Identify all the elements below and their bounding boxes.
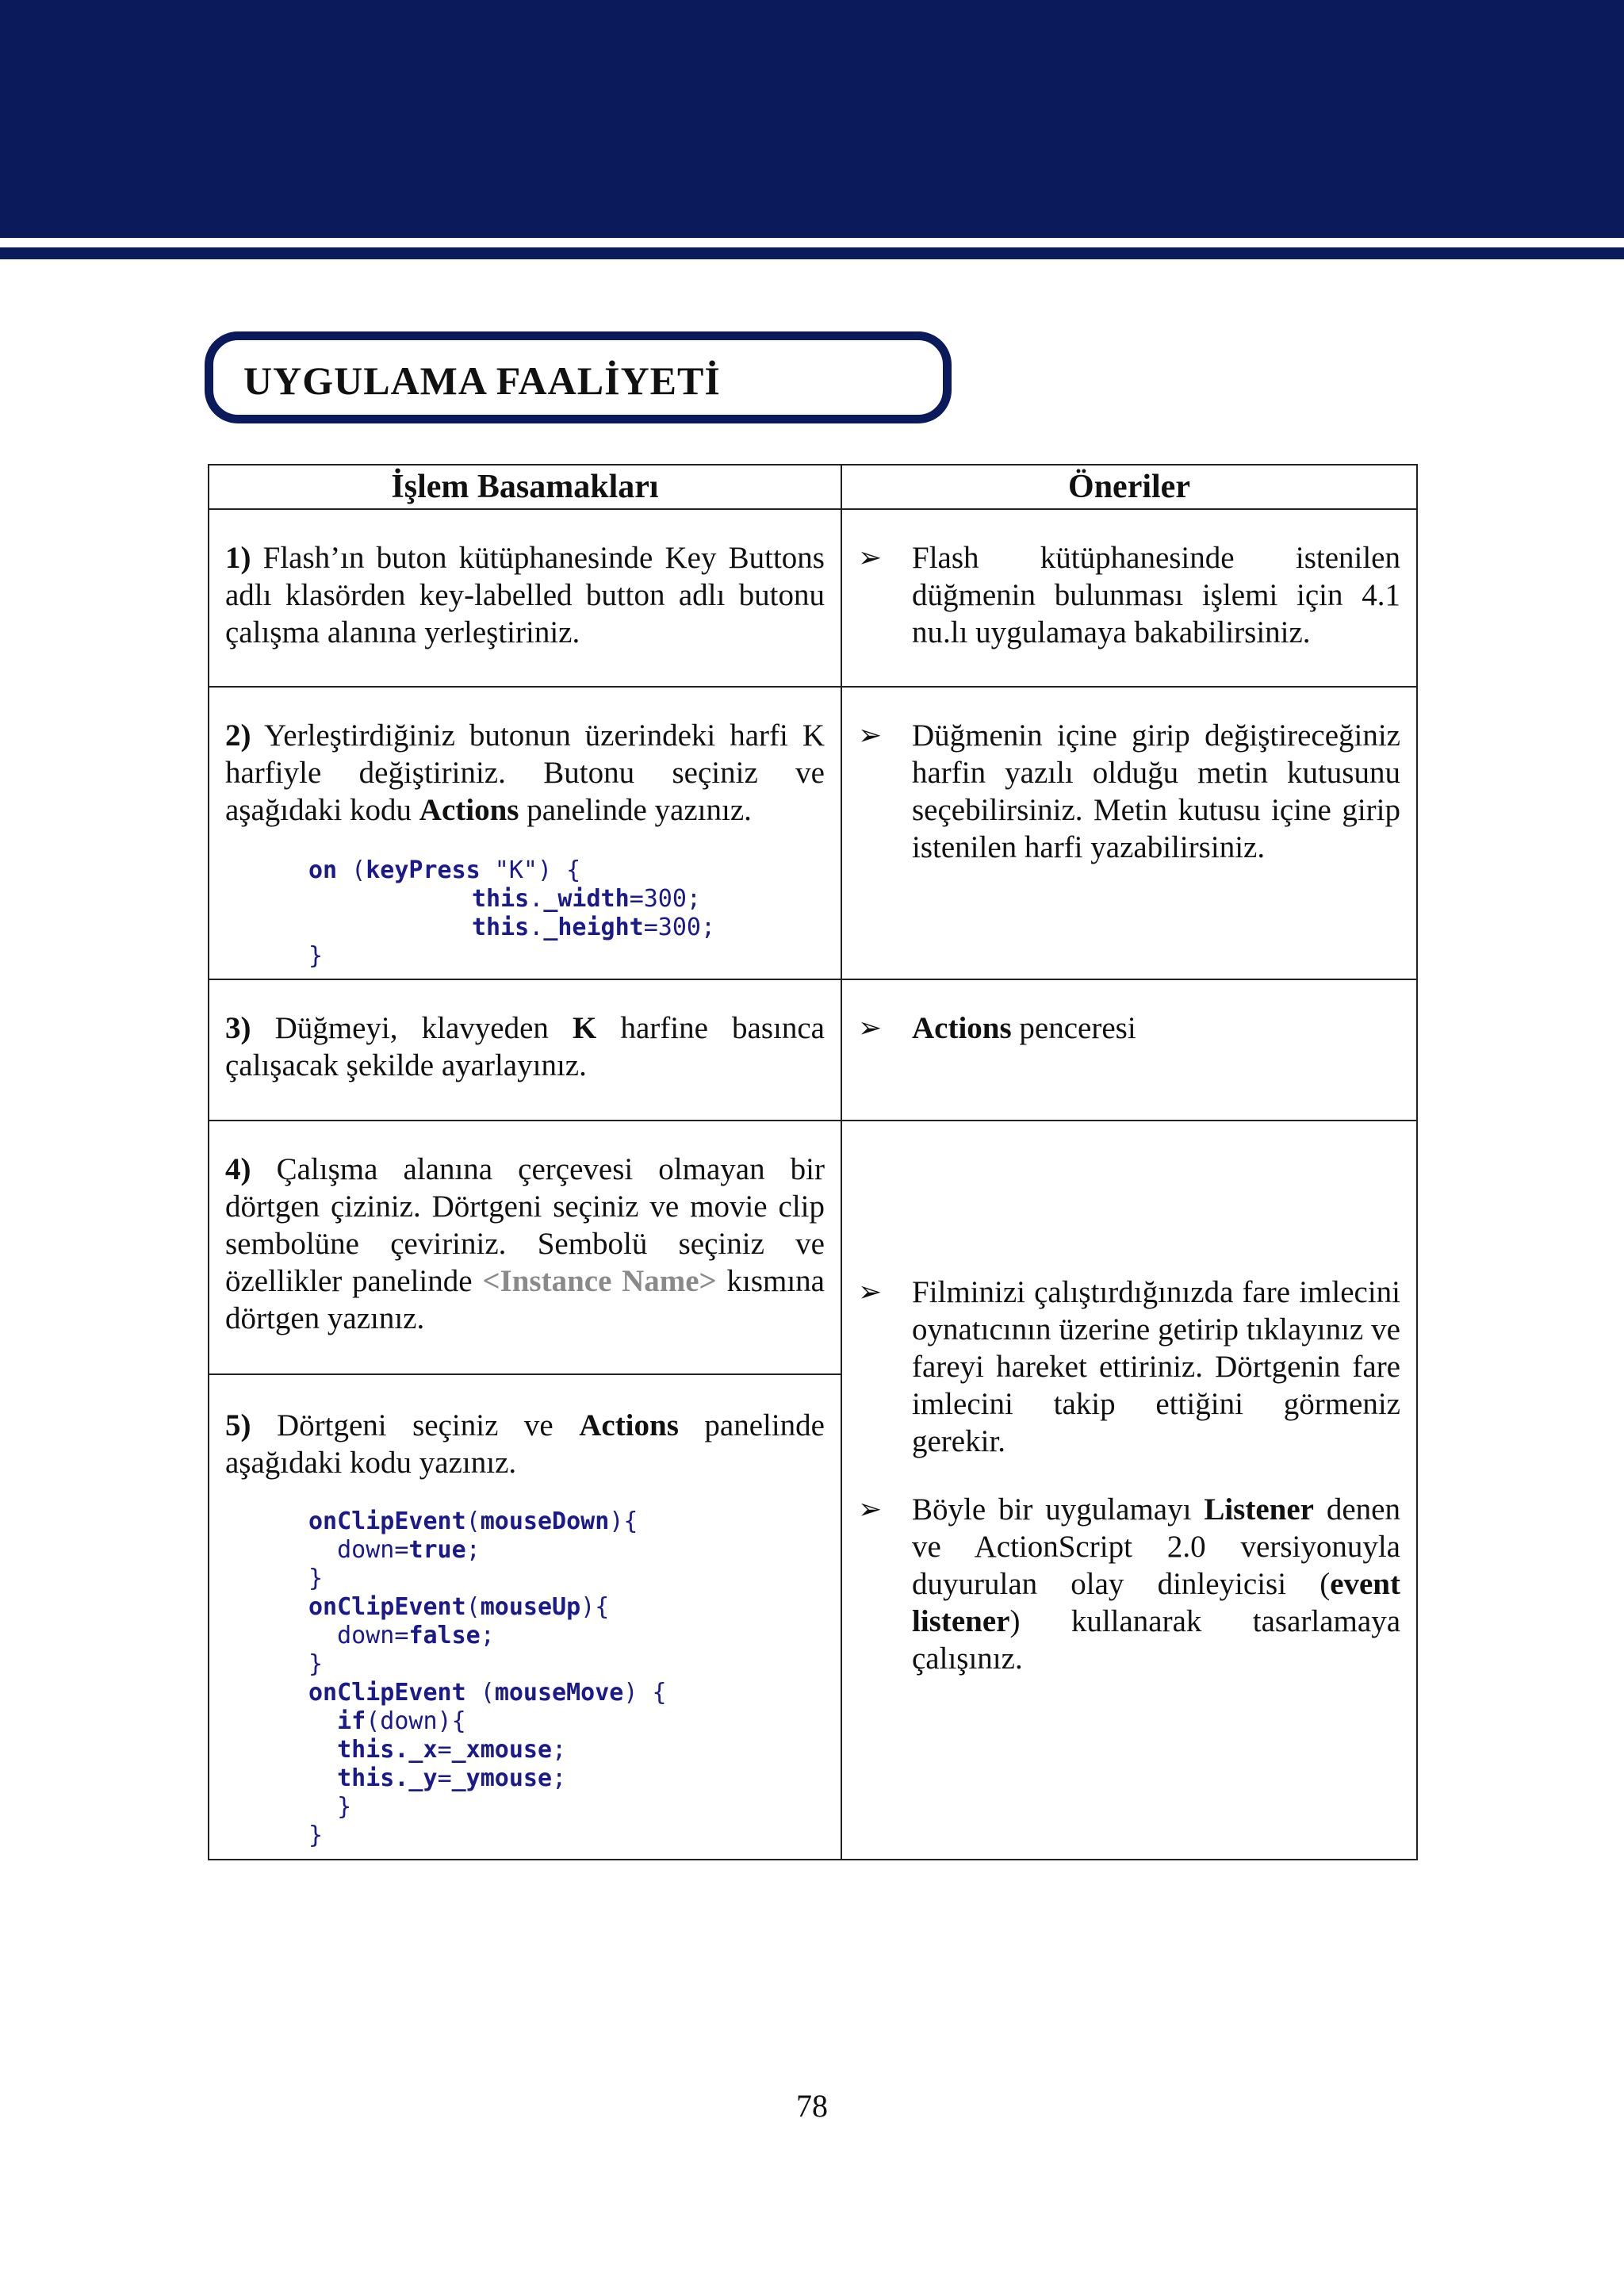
code-line: } [308,1793,352,1821]
table-row [209,509,1417,687]
tip-cell-2 [841,687,1417,979]
code-line: onClipEvent (mouseMove) { [308,1679,667,1707]
tip-2 [842,688,1416,866]
step-text: panelinde aşağıdaki kodu yazınız. [225,1408,825,1480]
step-5 [209,1375,841,1481]
code-line: this._x=_xmouse; [337,1736,567,1764]
table-row [209,1121,1417,1374]
step-cell-4 [209,1121,841,1374]
step-bold: Actions [579,1408,679,1442]
tip-cell-4 [841,1121,1417,1860]
arrow-bullet-icon: ➢ [858,719,883,751]
code-line: if(down){ [337,1707,466,1735]
tip-text: Flash kütüphanesinde istenilen düğmenin bulunması işlemi için 4.1 nu.lı uygulamaya bakabilirsiniz. [912,541,1400,649]
tip-text: Filminizi çalıştırdığınızda fare imlecini oynatıcının üzerine getirip tıklayınız ve fareyi hareket ettiriniz. Dörtgenin fare imlecini takip ettiğini görmeniz gerekir. [912,1275,1400,1458]
step-number: 2) [225,718,251,753]
code-line: onClipEvent(mouseUp){ [308,1593,610,1621]
step-3 [209,980,841,1084]
code-line: } [308,1650,324,1678]
step-cell-1 [209,509,841,687]
step-number: 3) [225,1011,251,1045]
code-line: down=false; [308,1622,495,1649]
header-divider [0,238,1624,247]
step-text: panelinde yazınız. [519,793,752,827]
arrow-bullet-icon: ➢ [858,1276,883,1308]
step-number: 1) [225,541,251,575]
page-number: 78 [796,2088,828,2124]
code-line: onClipEvent(mouseDown){ [308,1508,638,1535]
tip-3 [842,980,1416,1047]
arrow-bullet-icon: ➢ [858,1493,883,1525]
code-line: } [308,1822,324,1849]
header-band [0,0,1624,238]
step-text: kısmına dörtgen yazınız. [225,1264,825,1335]
tip-1 [842,510,1416,651]
header-rule [0,247,1624,259]
step-number: 4) [225,1152,251,1186]
code-line: this._y=_ymouse; [337,1764,567,1792]
step-cell-5 [209,1374,841,1860]
tip-cell-3 [841,979,1417,1121]
activity-table [208,464,1418,1860]
step-text: Yerleştirdiğiniz butonun üzerindeki harfi K harfiyle değiştiriniz. Butonu seçiniz ve aşağıdaki kodu [225,718,825,827]
step-number: 5) [225,1408,251,1442]
step-text: Düğmeyi, klavyeden [274,1011,573,1045]
table-header-row [209,465,1417,509]
activity-title-box [205,331,952,423]
code-line: on (keyPress "K") { [308,856,581,884]
code-block-2 [308,1508,841,1850]
step-text: Flash’ın buton kütüphanesinde Key Buttons adlı klasörden key-labelled button adlı butonu çalışma alanına yerleştiriniz. [225,541,825,649]
step-text: Çalışma alanına çerçevesi olmayan bir dörtgen çiziniz. Dörtgeni seçiniz ve movie clip sembolüne çeviriniz. Sembolü seçiniz ve özellikler panelinde [225,1152,825,1298]
code-line: down=true; [308,1536,481,1564]
tip-text: Actions penceresi [912,1011,1136,1045]
tip-text: Böyle bir uygulamayı Listener denen ve ActionScript 2.0 versiyonuyla duyurulan olay dinleyicisi (event listener) kullanarak tasarlamaya çalışınız. [912,1492,1400,1676]
code-line: } [308,942,324,970]
activity-title: UYGULAMA FAALİYETİ [243,358,721,403]
tip-cell-1 [841,509,1417,687]
arrow-bullet-icon: ➢ [858,1012,883,1044]
step-text: harfine basınca çalışacak şekilde ayarlayınız. [225,1011,825,1082]
table-row [209,979,1417,1121]
tips-column-header: Öneriler [841,465,1417,509]
step-cell-3 [209,979,841,1121]
tip-4 [842,1121,1416,1460]
tip-text: Düğmenin içine girip değiştireceğiniz harfin yazılı olduğu metin kutusunu seçebilirsiniz. Metin kutusu içine girip istenilen harfi yazabilirsiniz. [912,718,1400,864]
step-4 [209,1121,841,1337]
step-2 [209,688,841,829]
step-text: Dörtgeni seçiniz ve [277,1408,580,1442]
instance-name-label: <Instance Name> [482,1264,717,1298]
steps-column-header: İşlem Basamakları [209,465,841,509]
code-line: this._width=300; [472,885,701,913]
step-cell-2 [209,687,841,979]
code-line: this._height=300; [472,914,716,941]
step-bold: Actions [419,793,519,827]
code-line: } [308,1565,324,1592]
table-row [209,687,1417,979]
step-bold: K [573,1011,597,1045]
arrow-bullet-icon: ➢ [858,542,883,573]
code-block-1 [308,856,841,971]
step-1 [209,510,841,651]
tip-5 [842,1460,1416,1677]
